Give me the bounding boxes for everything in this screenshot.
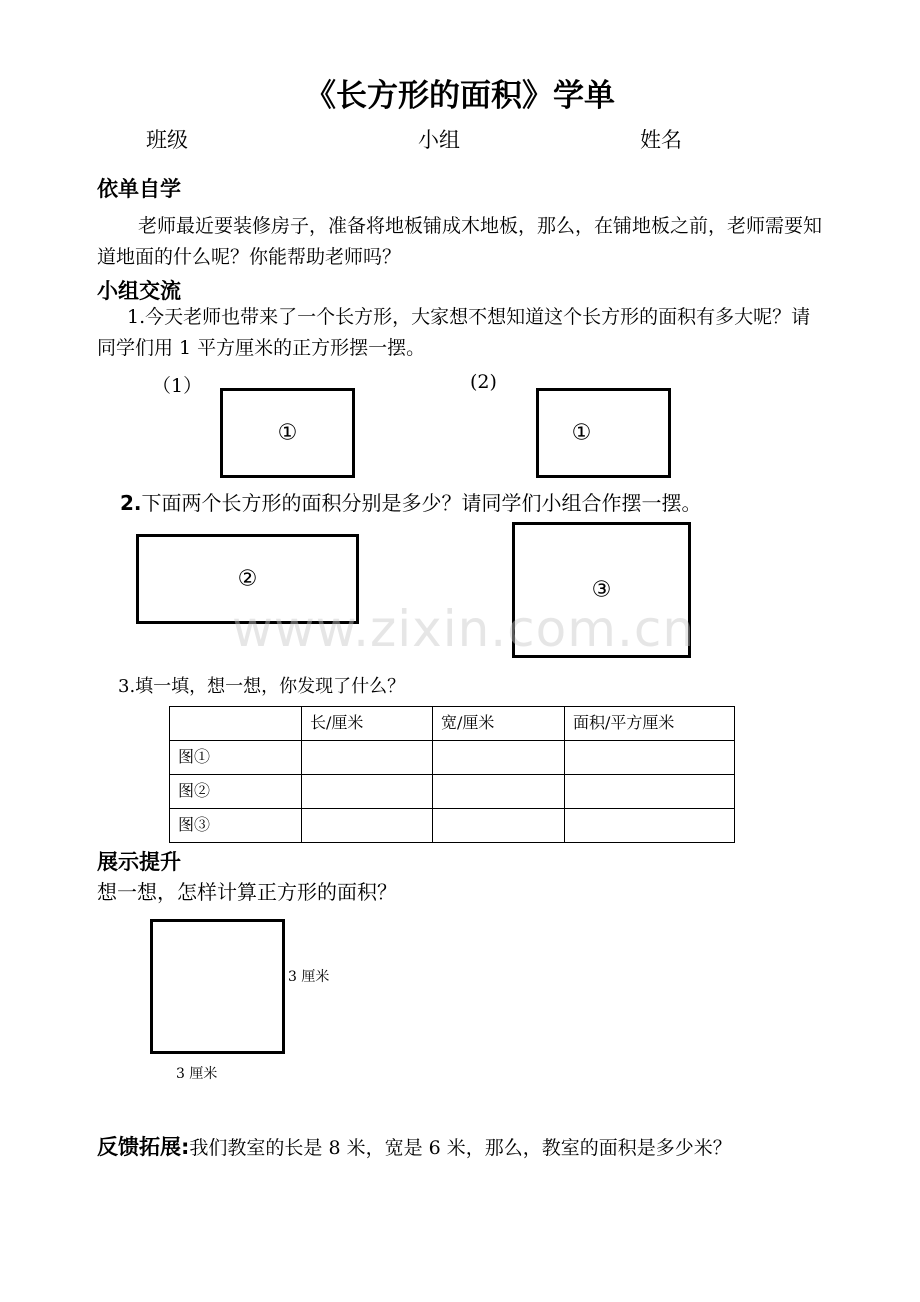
table-cell[interactable] (433, 809, 565, 843)
table-header-cell: 面积/平方厘米 (565, 707, 735, 741)
rectangle-figure-1 (220, 388, 355, 478)
feedback-question (97, 1131, 732, 1161)
square-prompt: 想一想，怎样计算正方形的面积？ (97, 880, 397, 904)
table-row (170, 741, 735, 775)
section-group-heading: 小组交流 (97, 279, 181, 303)
figure-1-mark: ① (277, 420, 298, 446)
table-header-cell (170, 707, 302, 741)
square-figure (150, 919, 285, 1054)
table-cell[interactable] (433, 775, 565, 809)
table-row (170, 809, 735, 843)
square-bottom-label: 3 厘米 (176, 1066, 218, 1082)
table-cell[interactable] (565, 775, 735, 809)
section-feedback-heading: 反馈拓展: (97, 1135, 190, 1159)
table-header-cell: 宽/厘米 (433, 707, 565, 741)
class-label: 班级 (146, 128, 188, 152)
question-3: 3.填一填，想一想，你发现了什么？ (118, 676, 406, 697)
self-study-paragraph: 老师最近要装修房子，准备将地板铺成木地板，那么，在铺地板之前，老师需要知道地面的什么呢？你能帮助老师吗？ (97, 215, 823, 268)
watermark: www.zixin.com.cn (232, 600, 696, 658)
table-cell[interactable] (302, 741, 433, 775)
fill-in-table (169, 706, 735, 843)
question-2-text: 下面两个长方形的面积分别是多少？请同学们小组合作摆一摆。 (141, 491, 702, 515)
table-cell[interactable] (433, 741, 565, 775)
table-cell[interactable] (565, 809, 735, 843)
question-2-number: 2. (120, 491, 142, 515)
page-title: 《长方形的面积》学单 (305, 78, 615, 114)
figure-2-mark: ① (571, 420, 592, 446)
figure-1-label: （1） (152, 375, 203, 397)
rectangle-figure-2 (536, 388, 671, 478)
table-row-label: 图② (170, 775, 302, 809)
table-header-row (170, 707, 735, 741)
figure-3-mark: ② (237, 566, 258, 592)
question-1: 1.今天老师也带来了一个长方形，大家想不想知道这个长方形的面积有多大呢？请同学们用 1 平方厘米的正方形摆一摆。 (97, 306, 811, 359)
question-2 (120, 487, 702, 516)
feedback-text: 我们教室的长是 8 米，宽是 6 米，那么，教室的面积是多少米？ (189, 1137, 732, 1159)
group-label: 小组 (418, 128, 460, 152)
table-row-label: 图① (170, 741, 302, 775)
square-side-label: 3 厘米 (288, 969, 330, 985)
table-cell[interactable] (302, 775, 433, 809)
section-show-heading: 展示提升 (97, 850, 181, 874)
name-label: 姓名 (640, 128, 682, 152)
figure-2-label: (2) (470, 371, 497, 393)
section-self-study-heading: 依单自学 (97, 177, 181, 201)
table-cell[interactable] (565, 741, 735, 775)
figure-4-mark: ③ (591, 577, 612, 603)
table-header-cell: 长/厘米 (302, 707, 433, 741)
table-row (170, 775, 735, 809)
table-cell[interactable] (302, 809, 433, 843)
table-row-label: 图③ (170, 809, 302, 843)
